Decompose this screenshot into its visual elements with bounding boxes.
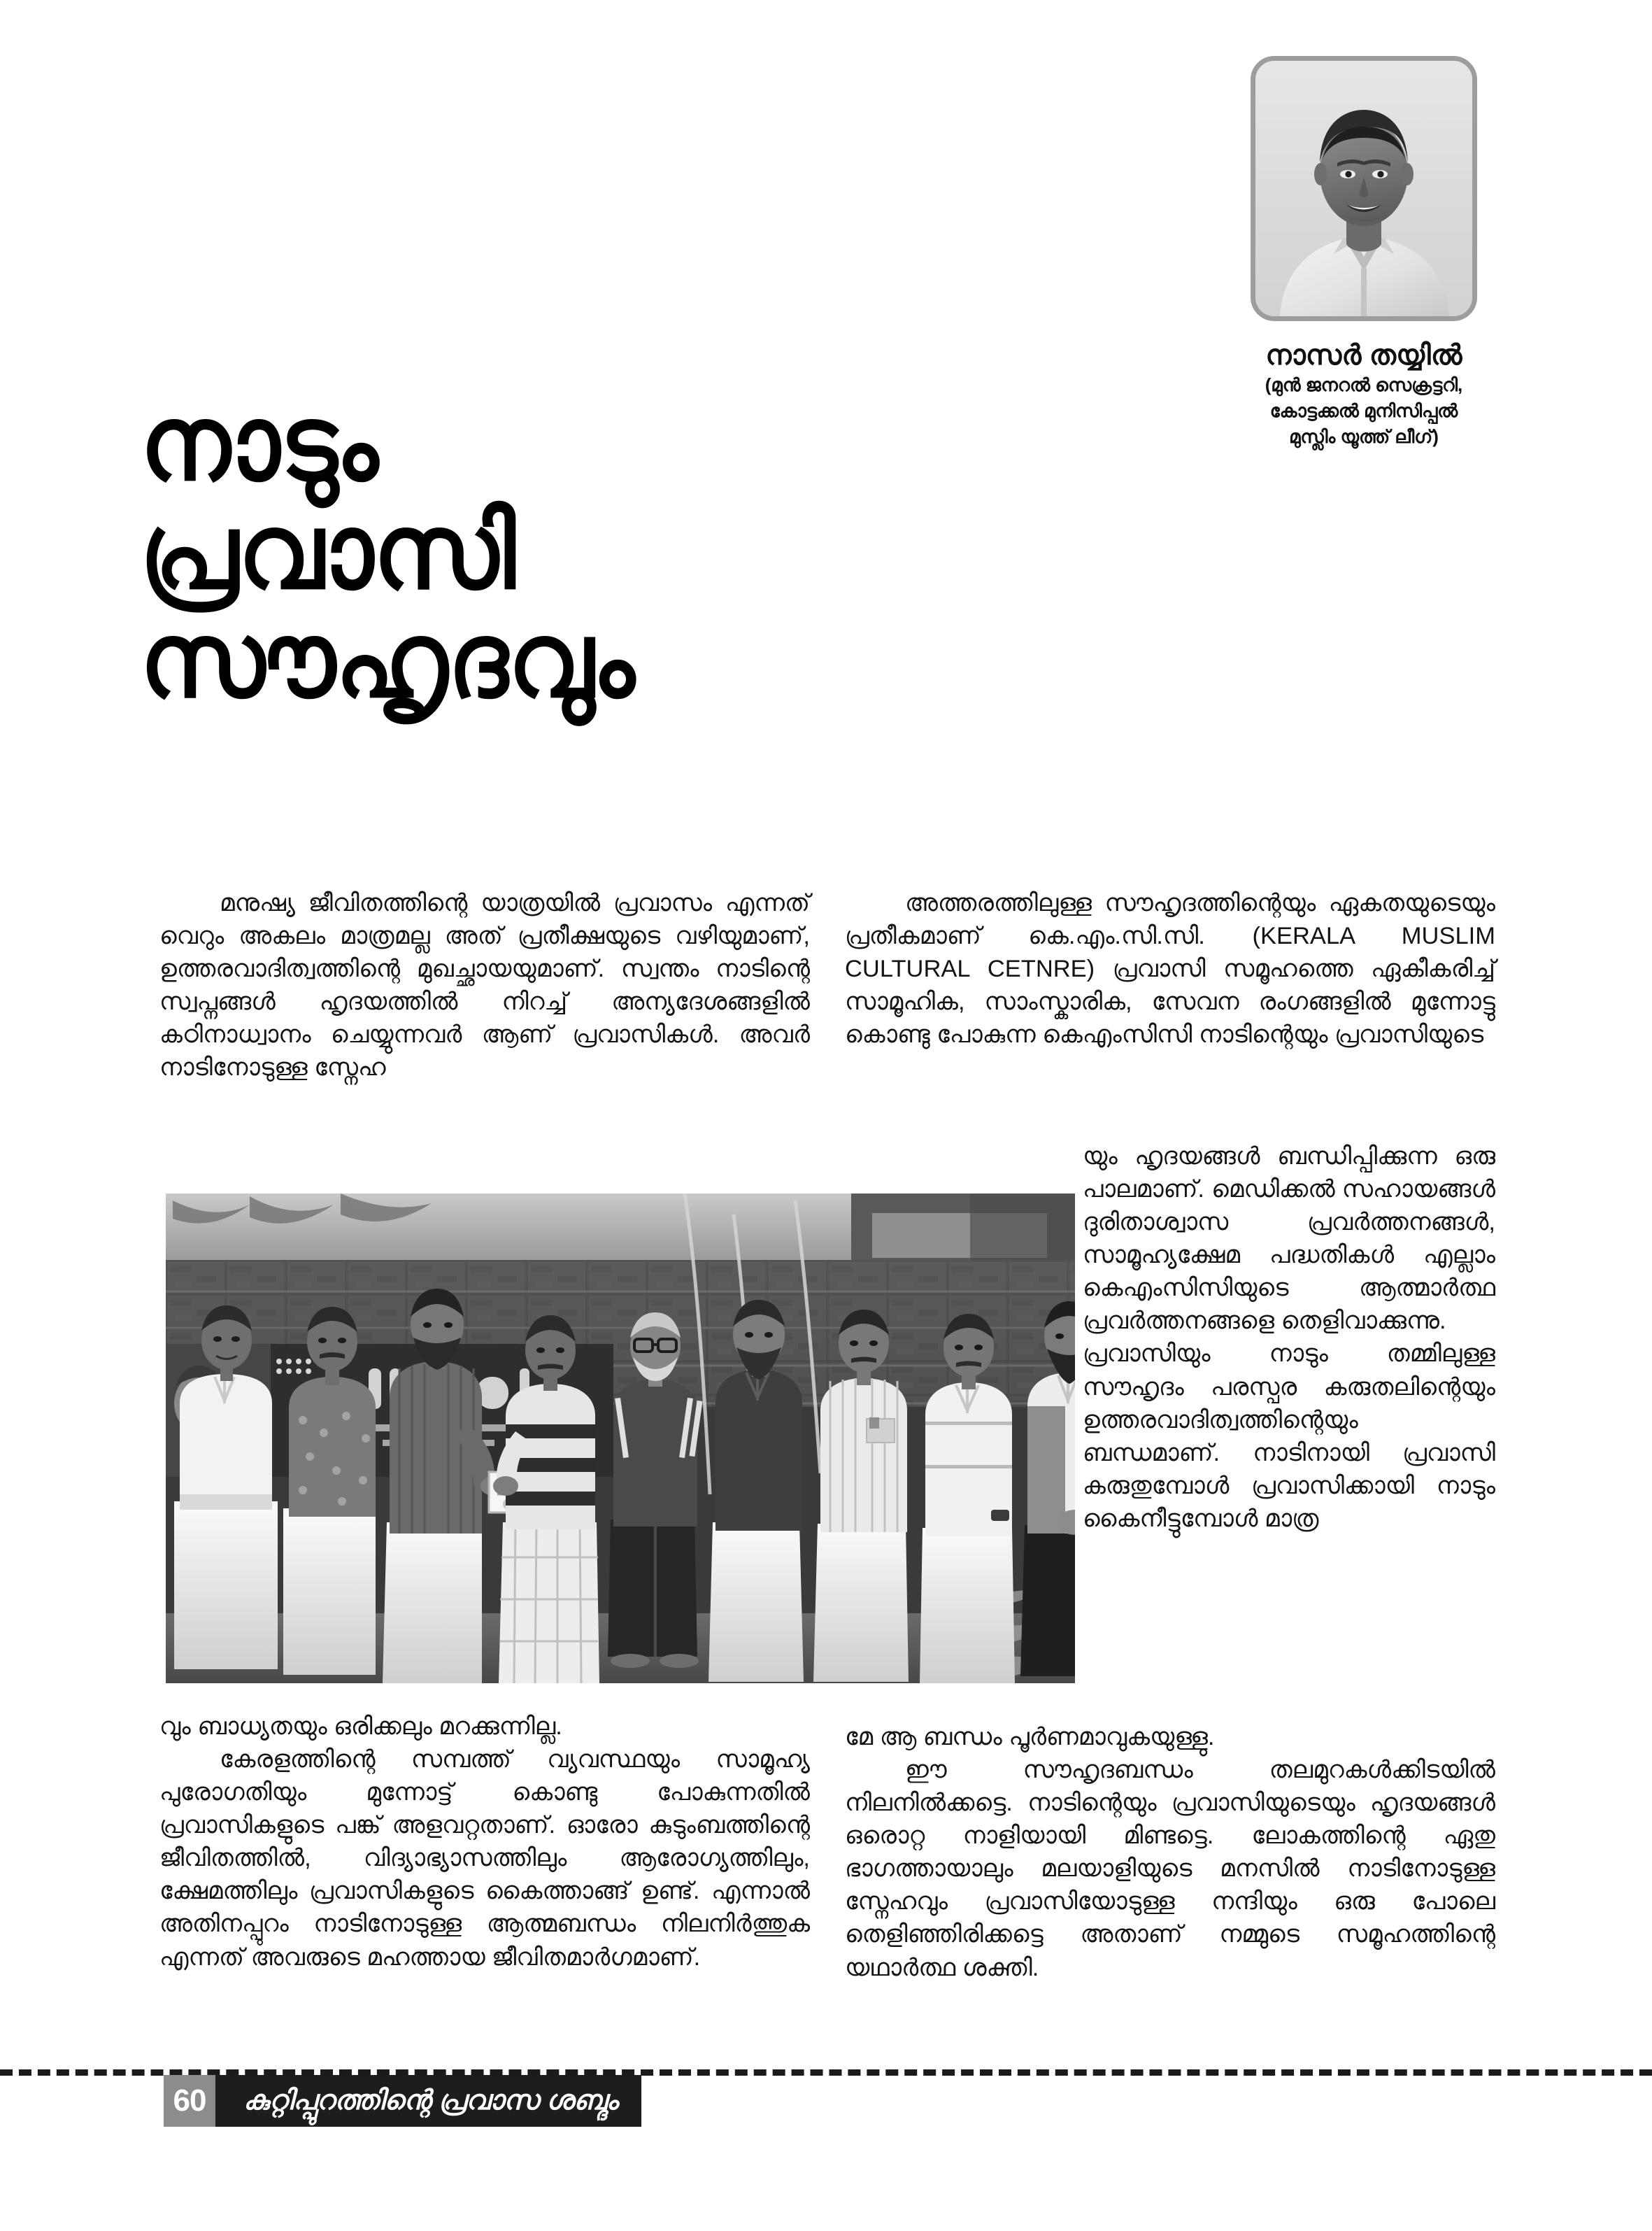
paragraph-left-bottom-1: വും ബാധ്യതയും ഒരിക്കലും മറക്കുന്നില്ല.: [159, 1713, 562, 1740]
article-photo-image: [166, 1194, 1075, 1683]
paragraph-right-narrow-2: പ്രവാസിയും നാടും തമ്മിലുള്ള സൗഹൃദം പരസ്പര കരുതലിന്റെയും ഉത്തരവാദിത്വത്തിന്റെയും ബന്ധമാണ്. നാടിനായി പ്രവാസി കരുതുമ്പോൾ പ്രവാസിക്കായി നാടും കൈനീട്ടുമ്പോൾ മാത്ര: [1083, 1340, 1495, 1532]
paragraph-right-wide-1: മേ ആ ബന്ധം പൂർണമാവുകയുള്ളു.: [845, 1724, 1215, 1750]
author-byline-block: [1217, 56, 1511, 450]
article-column-right-top: [845, 887, 1495, 1051]
paragraph-right-narrow-1: യും ഹൃദയങ്ങൾ ബന്ധിപ്പിക്കുന്ന ഒരു പാലമാണ്. മെഡിക്കൽ സഹായങ്ങൾ ദുരിതാശ്വാസ പ്രവർത്തനങ്ങൾ, സാമൂഹ്യക്ഷേമ പദ്ധതികൾ എല്ലാം കെഎംസിസിയുടെ ആത്മാർത്ഥ പ്രവർത്തനങ്ങളെ തെളിവാക്കുന്നു.: [1083, 1143, 1495, 1335]
page-title: [140, 384, 965, 718]
author-portrait: [1251, 56, 1477, 321]
headline-line-1: നാടും: [140, 384, 378, 502]
article-column-right-wide: [845, 1721, 1495, 1985]
headline-line-3: സൗഹൃദവും: [140, 601, 635, 718]
author-name: നാസർ തയ്യിൽ: [1265, 340, 1462, 371]
article-column-left-bottom: [159, 1711, 810, 1974]
article-photo: [166, 1194, 1075, 1683]
author-role-line-1: (മുൻ ജനറൽ സെക്രട്ടറി,: [1265, 374, 1463, 396]
footer-publication-title: കുറ്റിപ്പുറത്തിന്റെ പ്രവാസ ശബ്ദം: [243, 2085, 618, 2116]
author-role-line-2: കോട്ടക്കൽ മുനിസിപ്പൽ: [1269, 400, 1458, 422]
author-role-line-3: മുസ്ലിം യൂത്ത് ലീഗ്): [1289, 426, 1439, 447]
paragraph-left-top: മനുഷ്യ ജീവിതത്തിന്റെ യാത്രയിൽ പ്രവാസം എന്നത് വെറും അകലം മാത്രമല്ല അത് പ്രതീക്ഷയുടെ വഴിയുമാണ്, ഉത്തരവാദിത്വത്തിന്റെ മുഖച്ഛായയുമാണ്. സ്വന്തം നാടിന്റെ സ്വപ്നങ്ങൾ ഹൃദയത്തിൽ നിറച്ച് അന്യദേശങ്ങളിൽ കഠിനാധ്വാനം ചെയ്യുന്നവർ ആണ് പ്രവാസികൾ. അവർ നാടിനോടുള്ള സ്നേഹ: [159, 890, 810, 1082]
headline-line-2: പ്രവാസി: [140, 493, 516, 610]
article-column-left-top: [159, 887, 810, 1084]
footer-bar: [164, 2075, 641, 2127]
author-portrait-image: [1255, 61, 1472, 316]
page-number: 60: [164, 2075, 215, 2127]
paragraph-right-top: അത്തരത്തിലുള്ള സൗഹൃദത്തിന്റെയും ഏകതയുടെയും പ്രതീകമാണ് കെ.എം.സി.സി. (KERALA MUSLIM CULTURAL CETNRE) പ്രവാസി സമൂഹത്തെ ഏകീകരിച്ച് സാമൂഹിക, സാംസ്കാരിക, സേവന രംഗങ്ങളിൽ മുന്നോട്ടു കൊണ്ടു പോകുന്ന കെഎംസിസി നാടിന്റെയും പ്രവാസിയുടെ: [845, 890, 1495, 1049]
paragraph-left-bottom-2: കേരളത്തിന്റെ സമ്പത്ത് വ്യവസ്ഥയും സാമൂഹ്യ പുരോഗതിയും മുന്നോട്ട് കൊണ്ടു പോകുന്നതിൽ പ്രവാസികളുടെ പങ്ക് അളവറ്റതാണ്. ഓരോ കുടുംബത്തിന്റെ ജീവിതത്തിൽ, വിദ്യാഭ്യാസത്തിലും ആരോഗ്യത്തിലും, ക്ഷേമത്തിലും പ്രവാസികളുടെ കൈത്താങ്ങ് ഉണ്ട്. എന്നാൽ അതിനപ്പുറം നാടിനോടുള്ള ആത്മബന്ധം നിലനിർത്തുക എന്നത് അവരുടെ മഹത്തായ ജീവിതമാർഗമാണ്.: [159, 1746, 810, 1971]
article-column-right-narrow: [1083, 1140, 1495, 1536]
paragraph-right-wide-2: ഈ സൗഹൃദബന്ധം തലമുറകൾക്കിടയിൽ നിലനിൽക്കട്ടെ. നാടിന്റെയും പ്രവാസിയുടെയും ഹൃദയങ്ങൾ ഒരൊറ്റ നാളിയായി മിണ്ടട്ടെ. ലോകത്തിന്റെ ഏതു ഭാഗത്തായാലും മലയാളിയുടെ മനസിൽ നാടിനോടുള്ള സ്നേഹവും പ്രവാസിയോടുള്ള നന്ദിയും ഒരു പോലെ തെളിഞ്ഞിരിക്കട്ടെ അതാണ് നമ്മുടെ സമൂഹത്തിന്റെ യഥാർത്ഥ ശക്തി.: [845, 1757, 1495, 1981]
